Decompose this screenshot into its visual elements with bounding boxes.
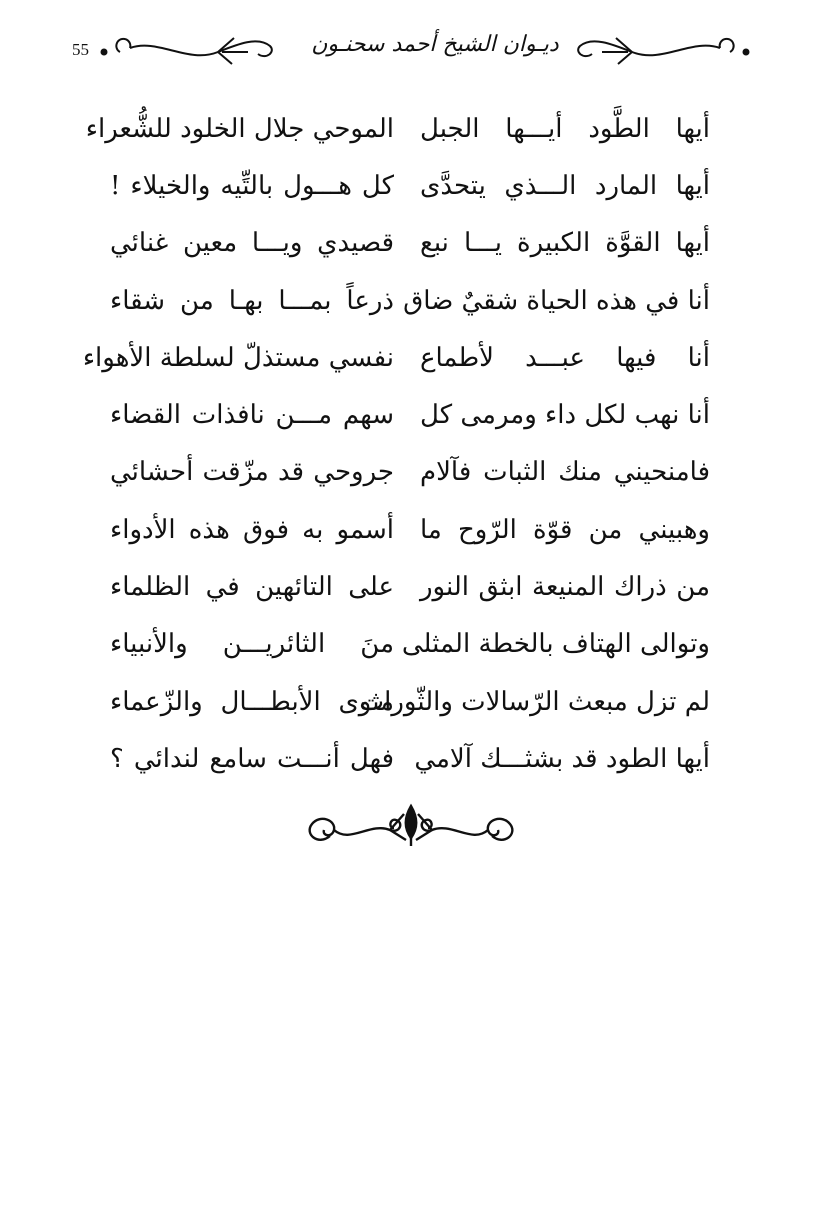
verse-second-hemistich: ذرعاً بمـــا بهـا من شقاء [110,285,394,316]
verse-second-hemistich: كل هـــول بالتِّيه والخيلاء ! [110,170,394,201]
verse-second-hemistich: قصيدي ويـــا معين غنائي [110,228,394,259]
page-header [0,22,822,72]
verse-line [110,444,710,501]
poem [82,100,710,788]
verse-first-hemistich: أيها القوَّة الكبيرة يـــا نبع [420,228,710,259]
verse-first-hemistich: أنا نهب لكل داء ومرمى كل [420,400,710,431]
verse-line [110,157,710,214]
verse-second-hemistich: منَ الثائريـــن والأنبياء [110,629,394,660]
verse-line [110,730,710,787]
verse-line [110,272,710,329]
verse-line [110,386,710,443]
verse-first-hemistich: لم تزل مبعث الرّسالات والثّورات [359,686,710,717]
verse-first-hemistich: أنا فيها عبـــد لأطماع [420,342,710,373]
verse-second-hemistich: سهم مـــن نافذات القضاء [110,400,394,431]
verse-line [110,558,710,615]
verse-second-hemistich: على التائهين في الظلماء [110,572,394,603]
verse-line [110,616,710,673]
verse-line [110,215,710,272]
verse-second-hemistich: نفسي مستذلّ لسلطة الأهواء [82,342,394,373]
page-number: 55 [72,40,89,59]
verse-second-hemistich: مثوى الأبطـــال والزّعماء [110,686,394,717]
verse-second-hemistich: الموحي جلال الخلود للشُّعراء [85,113,394,144]
verse-second-hemistich: جروحي قد مزّقت أحشائي [110,457,394,488]
verse-first-hemistich: أيها الطَّود أيـــها الجبل [420,113,710,144]
verse-line [82,329,710,386]
verse-line [110,501,710,558]
verse-line [85,100,710,157]
verse-first-hemistich: أيها الطود قد بشثـــك آلامي [414,743,710,774]
verse-second-hemistich: فهل أنـــت سامع لندائي ؟ [110,743,394,774]
verse-first-hemistich: أنا في هذه الحياة شقيٌ ضاق [403,285,710,316]
verse-line [110,673,710,730]
verse-first-hemistich: وتوالى الهتاف بالخطة المثلى [401,629,710,660]
header-flourish-left-icon [98,30,278,70]
running-head: ديـوان الشيخ أحمد سحنـون [311,32,559,57]
verse-second-hemistich: أسمو به فوق هذه الأدواء [110,514,394,545]
end-ornament-icon [300,800,522,860]
verse-first-hemistich: فامنحيني منك الثبات فآلام [420,457,710,488]
header-flourish-right-icon [572,30,752,70]
verse-first-hemistich: من ذراك المنيعة ابثق النور [420,572,710,603]
verse-first-hemistich: أيها المارد الـــذي يتحدَّى [420,170,710,201]
verse-first-hemistich: وهبيني من قوّة الرّوح ما [420,514,710,545]
